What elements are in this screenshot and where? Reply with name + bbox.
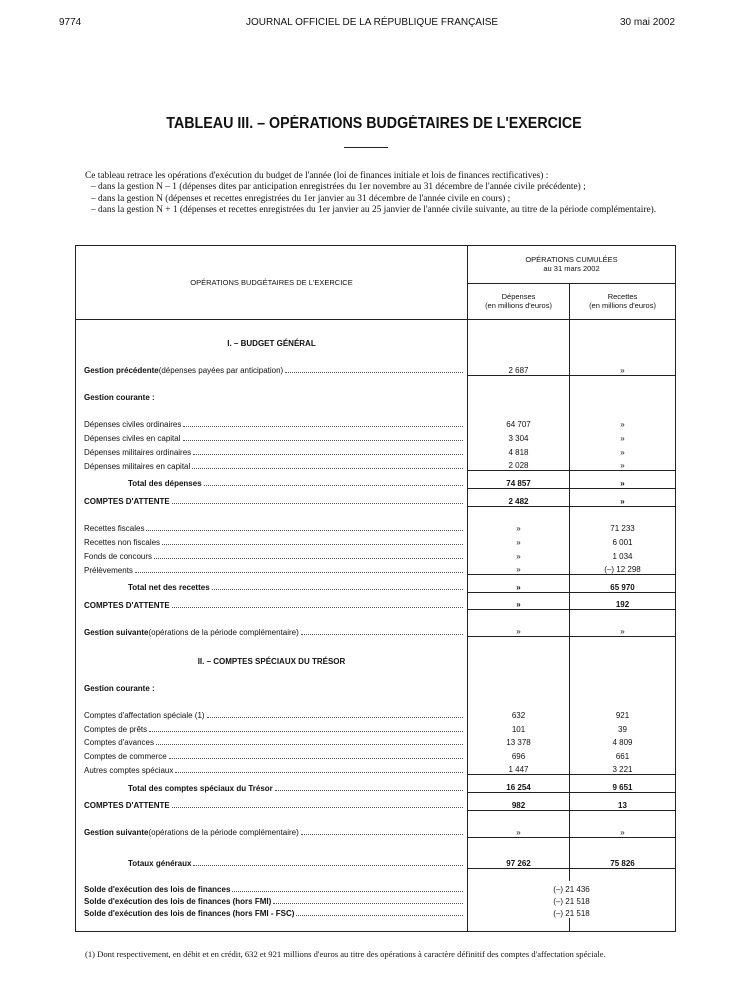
intro-bullet: – dans la gestion N – 1 (dépenses dites par anticipation enregistrées du 1er novembre au 31 décembre de l'année civile précédente) ; (91, 182, 586, 193)
recettes-value: 39 (618, 724, 627, 734)
row-label: Dépenses militaires ordinaires (84, 447, 192, 457)
depenses-value: 696 (468, 747, 570, 761)
table-row (76, 416, 676, 430)
merged-value: (–) 21 436 (553, 884, 590, 894)
title-rule (344, 147, 388, 148)
depenses-value: » (468, 519, 570, 533)
spacer-row (76, 868, 676, 881)
depenses-value: 3 304 (468, 429, 570, 443)
recettes-value: 3 221 (570, 761, 676, 775)
spacer-row (76, 320, 676, 333)
table-row (76, 488, 676, 506)
table-row (76, 851, 676, 869)
table-row (76, 575, 676, 593)
table-row (76, 533, 676, 547)
depenses-value: » (468, 623, 570, 637)
depenses-value: » (468, 592, 570, 610)
intro-lead: Ce tableau retrace les opérations d'exécution du budget de l'année (loi de finances initiale et lois de finances rectificatives) : (85, 171, 549, 181)
col-header-depenses (468, 283, 570, 319)
table-row (76, 457, 676, 471)
recettes-value: 13 (570, 793, 676, 811)
table-row (76, 720, 676, 734)
table-row (76, 747, 676, 761)
table-row (76, 592, 676, 610)
row-label: Prélèvements (84, 565, 133, 575)
row-label: Total net des recettes (128, 583, 210, 593)
merged-value: (–) 21 518 (553, 908, 590, 918)
rec-header-line1: Recettes (607, 292, 638, 302)
depenses-value: » (468, 561, 570, 575)
budget-table (75, 245, 676, 932)
row-label: Recettes fiscales (84, 524, 145, 534)
table-row (76, 793, 676, 811)
recettes-value: 1 034 (612, 551, 633, 561)
depenses-value: 97 262 (468, 851, 570, 869)
spacer-row (76, 918, 676, 932)
depenses-value: 2 482 (468, 488, 570, 506)
depenses-value: 74 857 (468, 471, 570, 489)
table-row (76, 389, 676, 403)
row-label: Total des dépenses (128, 479, 202, 489)
row-label: Dépenses civiles ordinaires (84, 420, 182, 430)
table-row (76, 761, 676, 775)
row-label: Dépenses militaires en capital (84, 461, 191, 471)
spacer-row (76, 637, 676, 650)
col-header-operations: OPÉRATIONS BUDGÉTAIRES DE L'EXERCICE (76, 246, 468, 320)
row-label-suffix: (opérations de la période complémentaire) (148, 627, 299, 637)
table-row (76, 679, 676, 693)
depenses-value (468, 679, 570, 693)
section-row (76, 333, 676, 348)
spacer-row (76, 610, 676, 623)
table-row (76, 706, 676, 720)
table-row (76, 471, 676, 489)
rec-header-line2: (en millions d'euros) (589, 301, 656, 311)
depenses-value: 4 818 (468, 443, 570, 457)
depenses-value (468, 389, 570, 403)
table-row (76, 519, 676, 533)
row-label: Solde d'exécution des lois de finances (84, 884, 231, 894)
table-row (76, 623, 676, 637)
recettes-value: » (570, 361, 676, 375)
depenses-value: 1 447 (468, 761, 570, 775)
recettes-value: 71 233 (610, 524, 635, 534)
intro-bullet: – dans la gestion N + 1 (dépenses et recettes enregistrées du 1er janvier au 25 janvier de l'année civile suivante, au titre de la période complémentaire). (91, 205, 657, 216)
row-label: Gestion précédente (84, 366, 159, 376)
table-row (76, 775, 676, 793)
spacer-row (76, 375, 676, 388)
recettes-value: 921 (615, 710, 630, 720)
row-label: Comptes de prêts (84, 724, 148, 734)
depenses-value: » (468, 533, 570, 547)
depenses-value: 101 (468, 720, 570, 734)
depenses-value: » (468, 823, 570, 837)
depenses-value: 13 378 (468, 734, 570, 748)
row-label: Total des comptes spéciaux du Trésor (128, 783, 273, 793)
depenses-value: 632 (468, 706, 570, 720)
recettes-value (570, 389, 676, 403)
section-row (76, 650, 676, 665)
row-label: Gestion courante : (84, 683, 155, 693)
dep-header-line1: Dépenses (501, 292, 536, 302)
table-row (76, 881, 676, 893)
recettes-value: 661 (615, 752, 630, 762)
row-label: Fonds de concours (84, 551, 153, 561)
col-header-recettes (570, 283, 676, 319)
recettes-value: 6 001 (612, 537, 633, 547)
recettes-value: 9 651 (570, 775, 676, 793)
spacer-row (76, 506, 676, 519)
recettes-value: 192 (570, 592, 676, 610)
row-label: Recettes non fiscales (84, 537, 161, 547)
table-row (76, 361, 676, 375)
merged-value: (–) 21 518 (553, 896, 590, 906)
depenses-value: » (468, 547, 570, 561)
row-label: COMPTES D'ATTENTE (84, 600, 170, 610)
row-label: Dépenses civiles en capital (84, 434, 181, 444)
section-title: I. – BUDGET GÉNÉRAL (76, 333, 468, 348)
depenses-value: 16 254 (468, 775, 570, 793)
depenses-value: 64 707 (468, 416, 570, 430)
recettes-value: 4 809 (612, 738, 633, 748)
row-label: Totaux généraux (128, 859, 192, 869)
depenses-value: 982 (468, 793, 570, 811)
table-row (76, 443, 676, 457)
recettes-value: (–) 12 298 (570, 561, 676, 575)
depenses-value: 2 687 (468, 361, 570, 375)
recettes-value: 75 826 (570, 851, 676, 869)
row-label-suffix: (opérations de la période complémentaire) (148, 828, 299, 838)
row-label: COMPTES D'ATTENTE (84, 801, 170, 811)
footnote: (1) Dont respectivement, en débit et en crédit, 632 et 921 millions d'euros au titre des opérations à caractère définitif des comptes d'affectation spéciale. (85, 949, 606, 959)
dep-header-line2: (en millions d'euros) (485, 301, 552, 311)
table-row (76, 547, 676, 561)
recettes-value: » (570, 623, 676, 637)
recettes-value: » (570, 471, 676, 489)
intro-text (85, 171, 675, 217)
row-label: Comptes d'affectation spéciale (1) (84, 710, 205, 720)
page-number: 9774 (59, 17, 82, 28)
row-label: Comptes d'avances (84, 738, 155, 748)
row-label: Solde d'exécution des lois de finances (hors FMI) (84, 896, 272, 906)
row-label: Comptes de commerce (84, 752, 167, 762)
spacer-row (76, 810, 676, 823)
table-row (76, 894, 676, 906)
row-label: Solde d'exécution des lois de finances (hors FMI - FSC) (84, 908, 295, 918)
row-label: Gestion suivante (84, 828, 149, 838)
table-row (76, 429, 676, 443)
spacer-row (76, 402, 676, 415)
row-label: COMPTES D'ATTENTE (84, 497, 170, 507)
recettes-value: » (620, 420, 625, 430)
table-row (76, 906, 676, 918)
depenses-value: » (468, 575, 570, 593)
table-row (76, 823, 676, 837)
table-row (76, 561, 676, 575)
recettes-value: » (620, 447, 625, 457)
col-header-cumulees (468, 246, 676, 284)
journal-title: JOURNAL OFFICIEL DE LA RÉPUBLIQUE FRANÇAISE (246, 17, 499, 28)
recettes-value: » (570, 488, 676, 506)
row-label-suffix: (dépenses payées par anticipation) (158, 366, 284, 376)
depenses-value: 2 028 (468, 457, 570, 471)
cum-header-line2: au 31 mars 2002 (543, 264, 600, 274)
section-title: II. – COMPTES SPÉCIAUX DU TRÉSOR (76, 650, 468, 665)
issue-date: 30 mai 2002 (620, 17, 676, 28)
recettes-value: » (620, 434, 625, 444)
row-label: Gestion suivante (84, 627, 149, 637)
spacer-row (76, 348, 676, 361)
table-row (76, 734, 676, 748)
spacer-row (76, 666, 676, 679)
recettes-value: » (570, 457, 676, 471)
spacer-row (76, 693, 676, 706)
recettes-value (570, 679, 676, 693)
spacer-row (76, 837, 676, 850)
recettes-value: » (570, 823, 676, 837)
table-title: TABLEAU III. – OPÉRATIONS BUDGÉTAIRES DE L'EXERCICE (166, 115, 582, 132)
cum-header-line1: OPÉRATIONS CUMULÉES (525, 255, 618, 265)
intro-bullet: – dans la gestion N (dépenses et recettes enregistrées du 1er janvier au 31 décembre de l'année civile en cours) ; (91, 193, 511, 204)
recettes-value: 65 970 (570, 575, 676, 593)
row-label: Gestion courante : (84, 393, 155, 403)
row-label: Autres comptes spéciaux (84, 765, 174, 775)
